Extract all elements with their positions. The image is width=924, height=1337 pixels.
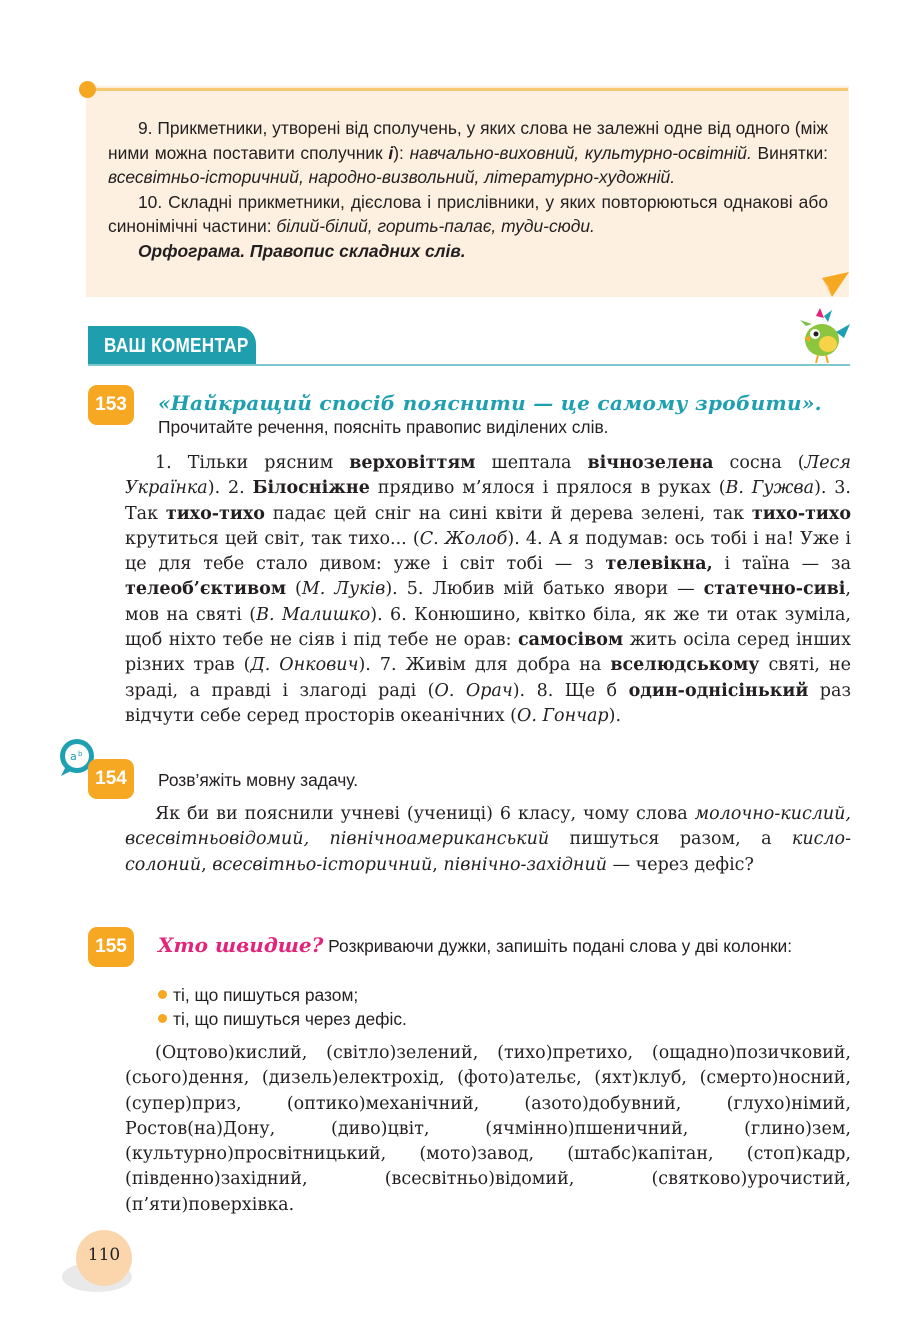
text-run: сосна (: [713, 453, 805, 473]
author-or-example: кисло-солоний: [125, 829, 851, 875]
highlighted-word: один-однісінький: [628, 680, 809, 701]
text-run: ,: [201, 854, 213, 875]
highlighted-word: Білосніжне: [252, 478, 370, 499]
exercise-154-text: [125, 802, 851, 878]
text-run: ). 6. Конюшино, квітко біла, як же ти отак зуміла, щоб ніхто тебе не сіяв і під тебе не орав:: [125, 604, 851, 651]
text-run: крутиться цей світ, так тихо... (: [125, 528, 420, 549]
bird-icon: [798, 306, 852, 364]
comment-banner: [88, 326, 256, 366]
orthogram: Орфограма. Правопис складних слів.: [138, 240, 466, 261]
exercise-153-task: Прочитайте речення, поясніть правопис виділених слів.: [158, 417, 609, 437]
text-run: прядиво м’ялося і прялося в руках (: [369, 478, 726, 499]
text-run: падає цей сніг на сині квіти й дерева зелені, так: [264, 503, 752, 524]
text-run: шептала: [475, 453, 588, 473]
text-run: , мов на святі (: [125, 579, 851, 625]
highlighted-word: верховіттям: [349, 453, 476, 473]
author-or-example: В. Малишко: [256, 604, 371, 625]
rule-item-10: 10. Складні прикметники, дієслова і прислівники, у яких повторюються однакові або синонімічні частини: білий-білий, горить-палає, туди-сюди.: [108, 191, 828, 236]
author-or-example: С. Жолоб: [419, 528, 508, 549]
bullet-dot-icon: [158, 1014, 167, 1023]
author-or-example: всесвітньо-історичний: [212, 854, 433, 875]
text-run: ). 3. Так: [125, 478, 851, 524]
text-run: ). 8. Ще б: [512, 680, 629, 701]
rule-top-line: [88, 88, 848, 91]
text-run: — через дефіс?: [607, 854, 754, 875]
highlighted-word: вічнозелена: [587, 453, 714, 473]
rule-item-9: 9. Прикметники, утворені від сполучень, у яких слова не залежні одне від одного (між ними можна поставити сполучник і): навчально-виховний, культурно-освітній. Винятки: всесвітньо-історичний, народно-визвольний, літературно-художній.: [108, 118, 828, 187]
author-or-example: Д. Онкович: [250, 655, 359, 676]
bullet-item: ті, що пишуться через дефіс.: [158, 1007, 407, 1031]
text-run: ,: [432, 854, 444, 875]
text-run: (: [286, 579, 302, 600]
banner-line: [88, 364, 850, 366]
text-run: ). 4. А я подумав: ось тобі і на! Уже і це для тебе стало дивом: уже і світ тобі — з: [125, 528, 852, 575]
text-run: жить осіла серед інших різних трав (: [125, 630, 852, 676]
exercise-155-title: Хто швидше?: [158, 933, 324, 957]
text-run: ). 2.: [207, 478, 253, 499]
text-run: ). 7. Живім для добра на: [358, 655, 611, 676]
rule-dot-icon: [79, 81, 96, 98]
exercise-155-heading: [158, 934, 851, 957]
highlighted-word: тихо-тихо: [165, 503, 265, 524]
highlighted-word: самосівом: [517, 630, 624, 651]
highlighted-word: статечно-сиві: [703, 579, 846, 600]
author-or-example: О. Гончар: [516, 705, 609, 726]
rule-text: [108, 116, 828, 263]
author-or-example: Леся Українка: [125, 453, 851, 499]
highlighted-word: вселюдському: [610, 655, 760, 676]
text-run: святі, не зраді, а правді і злагоді раді (: [125, 655, 851, 701]
author-or-example: О. Орач: [434, 680, 513, 701]
exercise-155-words: (Оцтово)кислий, (світло)зелений, (тихо)претихо, (ощадно)позичковий, (сього)дення, (дизель)електрохід, (фото)ательє, (яхт)клуб, (смерто)носний, (супер)приз, (оптико)механічний, (азото)добувний, (глухо)німий, Ростов(на)Дону, (диво)цвіт, (ячмінно)пшеничний, (глино)зем, (культурно)просвітницький, (мото)завод, (штабс)капітан, (стоп)кадр, (південно)західний, (всесвітньо)відомий, (святково)урочистий, (п’яти)поверхівка.: [125, 1043, 851, 1215]
highlighted-word: телеоб’єктивом: [125, 579, 287, 600]
author-or-example: М. Луків: [301, 579, 386, 600]
svg-text:b: b: [78, 750, 83, 758]
rule-corner-icon: [822, 272, 850, 298]
banner-label: ВАШ КОМЕНТАР: [104, 335, 249, 357]
highlighted-word: тихо-тихо: [751, 503, 852, 524]
exercise-153-title: «Найкращий спосіб пояснити — це самому зробити».: [158, 391, 822, 415]
exercise-number-154: 154: [88, 759, 134, 799]
exercise-155-task: Розкриваючи дужки, запишіть подані слова у дві колонки:: [323, 936, 793, 956]
exercise-154-task: Розв’яжіть мовну задачу.: [158, 770, 359, 790]
text-run: і таїна — за: [712, 554, 851, 575]
exercise-number-155: 155: [88, 927, 134, 967]
author-or-example: В. Гужва: [725, 478, 815, 499]
text-run: пишуться разом, а: [549, 829, 792, 850]
page-number: 110: [87, 1245, 121, 1265]
highlighted-word: телевікна,: [605, 554, 713, 575]
exercise-153-text: [125, 451, 851, 729]
exercise-number-153: 153: [88, 385, 134, 425]
bullet-dot-icon: [158, 990, 167, 999]
bullet-item: ті, що пишуться разом;: [158, 983, 358, 1007]
text-run: ).: [608, 705, 622, 726]
svg-text:a: a: [70, 750, 77, 763]
text-run: раз відчути себе серед просторів океанічних (: [125, 680, 851, 726]
text-run: ). 5. Любив мій батько явори —: [385, 579, 704, 600]
author-or-example: північно-західний: [443, 854, 608, 875]
text-run: Як би ви пояснили учневі (учениці) 6 класу, чому слова: [155, 804, 695, 824]
text-run: 1. Тільки рясним: [155, 453, 350, 473]
author-or-example: молочно-кислий, всесвітньовідомий, північноамериканський: [125, 804, 851, 850]
